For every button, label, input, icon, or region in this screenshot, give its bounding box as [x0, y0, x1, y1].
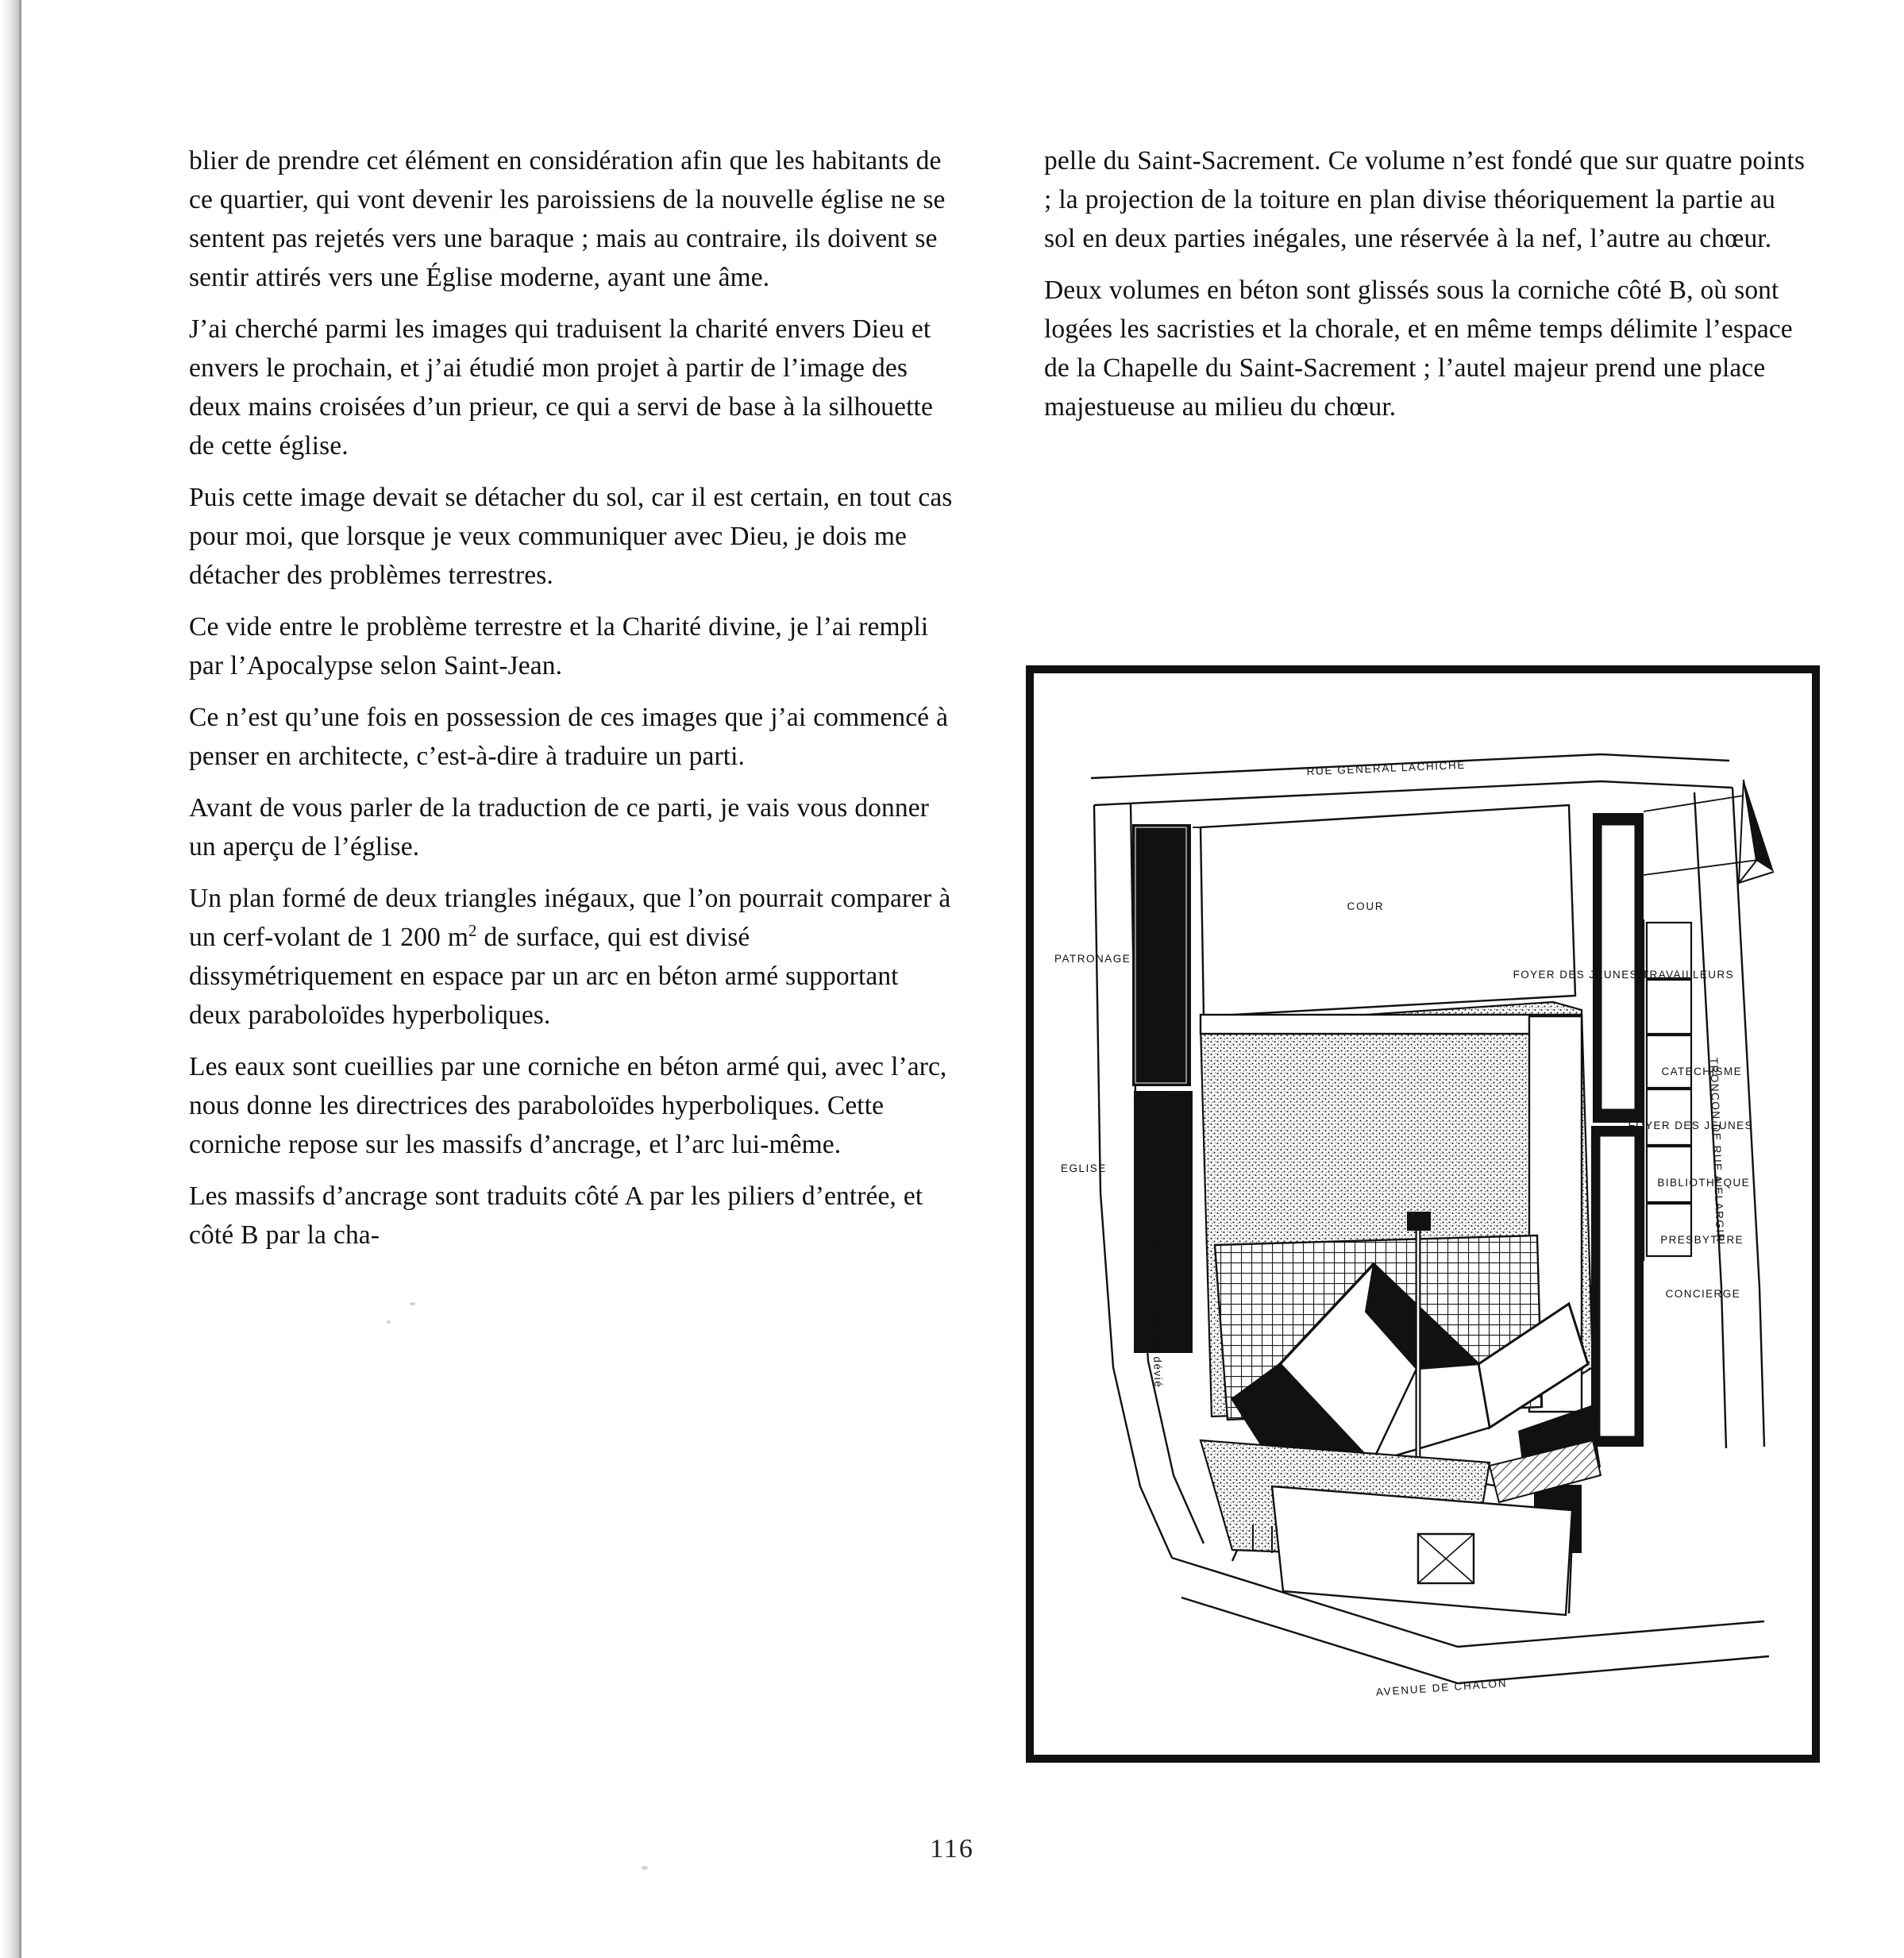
superscript-exponent: 2 [468, 921, 477, 940]
paragraph: Deux volumes en béton sont glissés sous la corniche côté B, où sont logées les sacristies et la chorale, et en même temps délimite l’espace de la Chapelle du Saint-Sacrement ; l’autel majeur prend une place majestueuse au milieu du chœur. [1044, 276, 1793, 422]
paragraph: Avant de vous parler de la traduction de ce parti, je vais vous donner un aperçu de l’église. [189, 793, 929, 861]
paragraph: Ce vide entre le problème terrestre et la Charité divine, je l’ai rempli par l’Apocalypse selon Saint-Jean. [189, 612, 929, 680]
label-patronage: PATRONAGE [1054, 953, 1131, 965]
label-concierge: CONCIERGE [1665, 1288, 1740, 1300]
label-bibliotheque: BIBLIOTHEQUE [1657, 1177, 1750, 1189]
label-rue-de-plumont: RUE DE PLUMONT dévié [1147, 1239, 1165, 1389]
label-foyer-des-jeunes: FOYER DES JEUNES [1628, 1120, 1753, 1131]
label-presbytere: PRESBYTERE [1660, 1234, 1744, 1246]
paragraph-text-before: Un plan formé de deux triangles inégaux, que l’on pourrait comparer à un cerf-volant de 1 200 m [189, 884, 951, 952]
label-rue-general-lachiche: RUE GENERAL LACHICHE [1306, 758, 1467, 778]
label-foyer-des-jeunes-travailleurs: FOYER DES JEUNES TRAVAILLEURS [1513, 969, 1734, 981]
paragraph: Les eaux sont cueillies par une corniche en béton armé qui, avec l’arc, nous donne les directrices des paraboloïdes hyperboliques. Cette corniche repose sur les massifs d’ancrage, et l’arc lui-même. [189, 1052, 947, 1159]
text-column-right [1044, 141, 1810, 439]
scan-speck [410, 1302, 415, 1305]
paragraph: pelle du Saint-Sacrement. Ce volume n’est fondé que sur quatre points ; la projection de la toiture en plan divise théoriquement la partie au sol en deux parties inégales, une réservée à la nef, l’autre au chœur. [1044, 146, 1806, 253]
scan-speck [642, 1866, 648, 1870]
paragraph-with-superscript [189, 879, 955, 1035]
paragraph: Ce n’est qu’une fois en possession de ces images que j’ai commencé à penser en architecte, c’est-à-dire à traduire un parti. [189, 703, 949, 771]
text-column-left [189, 141, 955, 1267]
scan-speck [387, 1320, 391, 1324]
label-eglise: EGLISE [1061, 1162, 1107, 1174]
paragraph: Les massifs d’ancrage sont traduits côté A par les piliers d’entrée, et côté B par la cha- [189, 1181, 923, 1250]
label-cour: COUR [1347, 900, 1385, 912]
site-plan-drawing [1045, 684, 1801, 1744]
paragraph: blier de prendre cet élément en considération afin que les habitants de ce quartier, qui vont devenir les paroissiens de la nouvelle église ne se sentent pas rejetés vers une baraque ; mais au contraire, ils doivent se sentir attirés vers une Église moderne, ayant une âme. [189, 146, 946, 292]
paragraph: Puis cette image devait se détacher du sol, car il est certain, en tout cas pour moi, que lorsque je veux communiquer avec Dieu, je dois me détacher des problèmes terrestres. [189, 483, 953, 590]
paragraph: J’ai cherché parmi les images qui traduisent la charité envers Dieu et envers le prochain, et j’ai étudié mon projet à partir de l’image des deux mains croisées d’un prieur, ce qui a servi de base à la silhouette de cette église. [189, 314, 933, 461]
label-avenue-de-chalon: AVENUE DE CHALON [1375, 1677, 1508, 1698]
figure-site-plan [1026, 665, 1820, 1763]
label-catechisme: CATECHISME [1661, 1066, 1742, 1077]
paragraph-text-after: de surface, qui est divisé dissymétriquement en espace par un arc en béton armé supportant deux paraboloïdes hyperboliques. [189, 923, 899, 1030]
figure-inner [1034, 673, 1812, 1755]
label-troncon-de-rue-a-elargir: TRONCON DE RUE A ELARGIR [1708, 1057, 1727, 1243]
page-number: 116 [930, 1834, 974, 1864]
